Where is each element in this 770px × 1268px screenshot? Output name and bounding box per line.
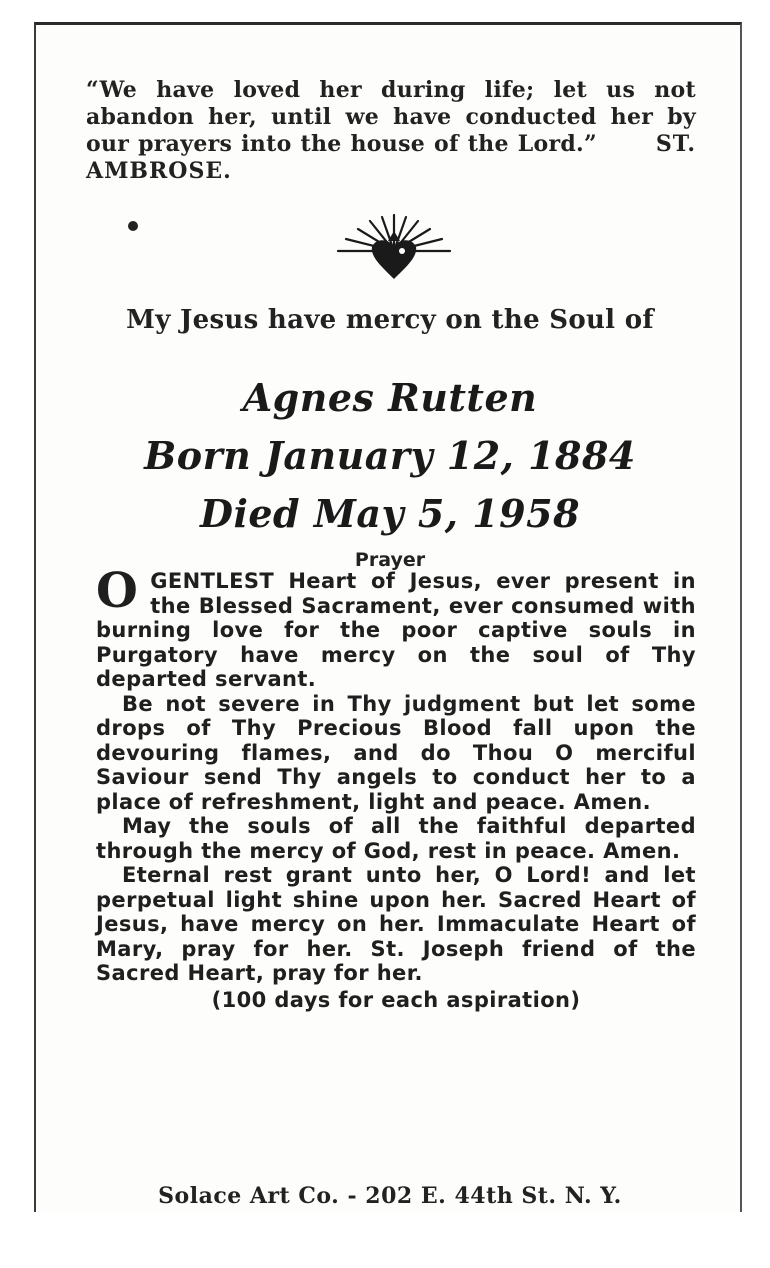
memorial-card: [34, 22, 742, 1212]
sacred-heart-rays-icon: [332, 211, 456, 283]
birth-date: Born January 12, 1884: [144, 433, 636, 478]
prayer-paragraph: Eternal rest grant unto her, O Lord! and let perpetual light shine upon her. Sacred Heart of Jesus, have mercy on her. Immaculate Heart of Mary, pray for her. St. Joseph friend of the Sacred Heart, pray for her.: [96, 863, 696, 985]
publisher-footer: Solace Art Co. - 202 E. 44th St. N. Y.: [158, 1183, 622, 1209]
prayer-paragraph-text: GENTLEST Heart of Jesus, ever present in the Blessed Sacrament, ever consumed with burning love for the poor captive souls in Purgatory have mercy on the soul of Thy departed servant.: [96, 569, 696, 691]
deceased-name: Agnes Rutten: [242, 375, 538, 420]
prayer-paragraph: [96, 563, 696, 692]
prayer-paragraph: Be not severe in Thy judgment but let some drops of Thy Precious Blood fall upon the devouring flames, and do Thou O merciful Saviour send Thy angels to conduct her to a place of refreshment, light and peace. Amen.: [96, 691, 696, 814]
prayer-paragraph: May the souls of all the faithful departed through the mercy of God, rest in peace. Amen.: [96, 814, 696, 863]
mercy-line: My Jesus have mercy on the Soul of: [126, 305, 654, 335]
prayer-title: Prayer: [354, 549, 426, 571]
quote-text: “We have loved her during life; let us not abandon her, until we have conducted her by our prayers into the house of the Lord.”: [86, 77, 696, 157]
drop-cap: O: [96, 563, 139, 619]
ink-dot: [128, 221, 138, 231]
quote-author: ST. AMBROSE.: [86, 131, 696, 184]
indulgence-note: (100 days for each aspiration): [211, 987, 581, 1012]
prayer-text: [96, 563, 696, 1012]
death-date: Died May 5, 1958: [199, 491, 581, 536]
quote-block: [86, 77, 696, 185]
